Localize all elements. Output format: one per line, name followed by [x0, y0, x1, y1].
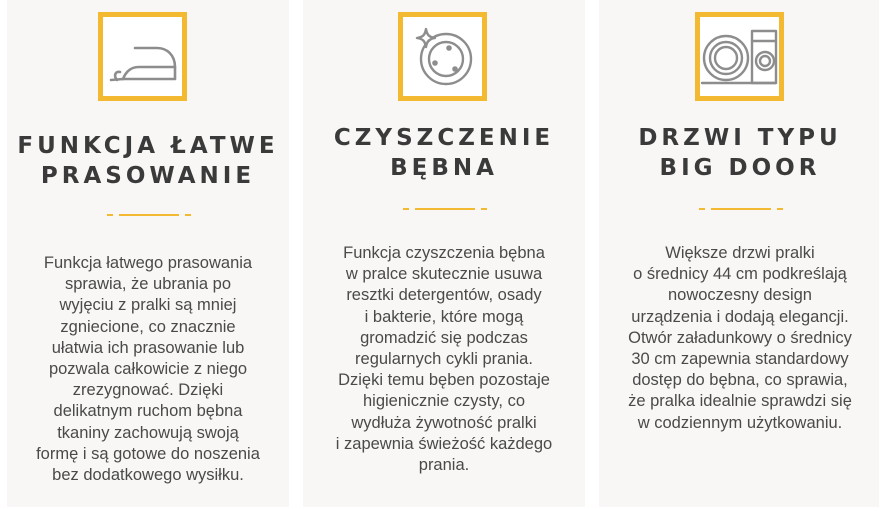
feature-title	[303, 123, 585, 183]
iron-icon	[103, 17, 182, 96]
title-divider	[599, 207, 879, 211]
feature-description: Funkcja czyszczenia bębna w pralce skutecznie usuwa resztki detergentów, osady i bakterie, które mogą gromadzić się podczas regularnych cykli prania. Dzięki temu bęben pozostaje higienicznie czysty, co wydłuża żywotność pralki i zapewnia świeżość każdego prania.	[335, 244, 553, 475]
feature-title-line-1: FUNKCJA ŁATWE	[17, 133, 279, 159]
feature-title-line-2: BĘBNA	[390, 155, 498, 181]
feature-card-big-door	[599, 0, 879, 507]
title-divider	[7, 213, 289, 217]
feature-icon-frame	[98, 12, 187, 101]
feature-title	[7, 131, 289, 191]
feature-icon-frame	[398, 12, 487, 101]
feature-description: Funkcja łatwego prasowania sprawia, że ubrania po wyjęciu z pralki są mniej zgniecione, co znacznie ułatwia ich prasowanie lub pozwala całkowicie z niego zrezygnować. Dzięki delikatnym ruchom bębna tkaniny zachowują swoją formę i są gotowe do noszenia bez dodatkowego wysiłku.	[36, 254, 260, 485]
feature-card-drum-cleaning	[303, 0, 585, 507]
drum-clean-icon	[403, 17, 482, 96]
feature-title-line-2: PRASOWANIE	[40, 163, 256, 189]
feature-icon-frame	[695, 12, 784, 101]
feature-title	[599, 123, 879, 183]
feature-title-line-1: CZYSZCZENIE	[333, 125, 555, 151]
feature-description: Większe drzwi pralki o średnicy 44 cm podkreślają nowoczesny design urządzenia i dodają elegancji. Otwór załadunkowy o średnicy 30 cm zapewnia standardowy dostęp do bębna, co sprawia, że pralka idealnie sprawdzi się w codziennym użytkowaniu.	[628, 244, 852, 432]
feature-title-line-1: DRZWI TYPU	[638, 125, 842, 151]
big-door-icon	[700, 17, 779, 96]
feature-title-line-2: BIG DOOR	[659, 155, 821, 181]
title-divider	[303, 207, 585, 211]
feature-card-easy-ironing	[7, 0, 289, 507]
